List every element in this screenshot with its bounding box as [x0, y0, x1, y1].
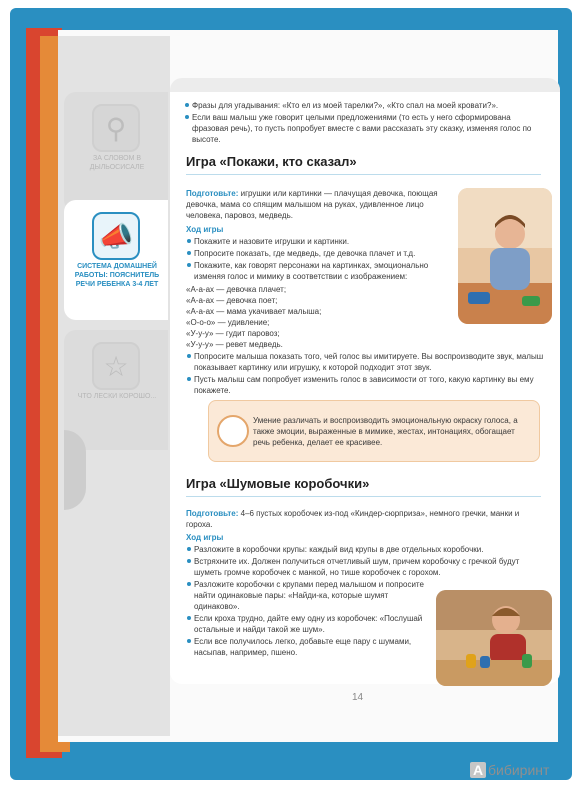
game1-steps-label: Ход игры — [186, 225, 224, 234]
phrase: «У-у-у» — ревет медведь. — [186, 340, 283, 349]
megaphone-icon: 📣 — [92, 212, 140, 260]
star-icon: ☆ — [92, 342, 140, 390]
page-number: 14 — [352, 692, 364, 703]
tab-edge — [64, 430, 86, 510]
phrase: «А-а-ах — девочка поет; — [186, 296, 278, 305]
gear-icon — [217, 415, 249, 447]
game2-prep: Подготовьте: 4–6 пустых коробочек из-под «Киндер-сюрприза», немного гречки, манки и гороха. — [186, 509, 520, 529]
game2-steps-label: Ход игры — [186, 533, 224, 542]
sidebar-tab-2[interactable] — [64, 200, 168, 320]
game1-step: Покажите, как говорят персонажи на картинках, эмоционально изменяя голос и мимику в соответствии с изображением: — [194, 260, 448, 282]
sidebar-tab-label: СИСТЕМА ДОМАШНЕЙ РАБОТЫ: ПОЯСНИТЕЛЬ РЕЧИ РЕБЕНКА 3-4 ЛЕТ — [74, 263, 160, 288]
game2-step: Встряхните их. Должен получиться отчетливый шум, причем коробочку с гречкой будут шуметь громче коробочек с манкой, но тише коробочек с горохом. — [194, 556, 544, 578]
game1-step: Попросите показать, где медведь, где девочка плачет и т.д. — [194, 248, 448, 259]
magnifier-icon: ⚲ — [92, 104, 140, 152]
sidebar-tab-3[interactable] — [64, 330, 168, 450]
photo-child-boxes — [436, 590, 552, 686]
intro-item: Если ваш малыш уже говорит целыми предложениями (то есть у него сформирована фразовая речь), то пусть попробует вместе с вами рассказать эту сказку, изменяя голос по высоте. — [192, 112, 544, 145]
game1-step: Попросите малыша показать того, чей голос вы имитируете. Вы воспроизводите звук, малыш показывает картинку или игрушку, к которой подходит этот звук. — [194, 351, 544, 373]
game1-step: Пусть малыш сам попробует изменить голос в зависимости от того, какую картинку вы ему покажете. — [194, 374, 544, 396]
game1-prep: Подготовьте: игрушки или картинки — плачущая девочка, поющая девочка, мама со спящим малышом на руках, удивленное лицо человека, паровоз, медведь. — [186, 189, 438, 220]
info-note — [208, 400, 540, 462]
phrase: «У-у-у» — гудит паровоз; — [186, 329, 280, 338]
game2-step: Разложите в коробочки крупы: каждый вид крупы в две отдельных коробочки. — [194, 544, 544, 555]
intro-item: Фразы для угадывания: «Кто ел из моей тарелки?», «Кто спал на моей кровати?». — [192, 100, 544, 111]
phrase: «А-а-ах — девочка плачет; — [186, 285, 287, 294]
phrase: «О-о-о» — удивление; — [186, 318, 270, 327]
game2-step: Если кроха трудно, дайте ему одну из коробочек: «Послушай остальные и найди такой же шум». — [194, 613, 432, 635]
sidebar-tab-1[interactable] — [64, 92, 168, 212]
game2-step: Разложите коробочки с крупами перед малышом и попросите найти одинаковые пары: «Найди-ка, которые шумят одинаково». — [194, 579, 432, 612]
sidebar-tab-label: ЧТО ЛЕСКИ КОРОШО... — [77, 393, 157, 400]
divider — [186, 174, 541, 175]
phrase: «А-а-ах — мама укачивает малыша; — [186, 307, 322, 316]
brand-mark-icon: A — [470, 762, 486, 778]
info-note-text: Умение различать и воспроизводить эмоциональную окраску голоса, а также эмоции, выраженные в мимике, жестах, интонациях, обогащает речь ребенка, делает ее красивее. — [253, 416, 518, 447]
brand-logo: A бибиринт — [470, 762, 549, 778]
game2-title: Игра «Шумовые коробочки» — [186, 476, 370, 491]
divider — [186, 496, 541, 497]
game1-step: Покажите и назовите игрушки и картинки. — [194, 236, 448, 247]
photo-boy-toys — [458, 188, 552, 324]
game2-step: Если все получилось легко, добавьте еще пару с шумами, насыпав, например, пшено. — [194, 636, 432, 658]
sidebar-tab-label: ЗА СЛОВОМ В ДЫЛЬОСИСАЛЕ — [89, 155, 145, 171]
game1-title: Игра «Покажи, кто сказал» — [186, 154, 357, 169]
content-card-header — [170, 78, 560, 92]
